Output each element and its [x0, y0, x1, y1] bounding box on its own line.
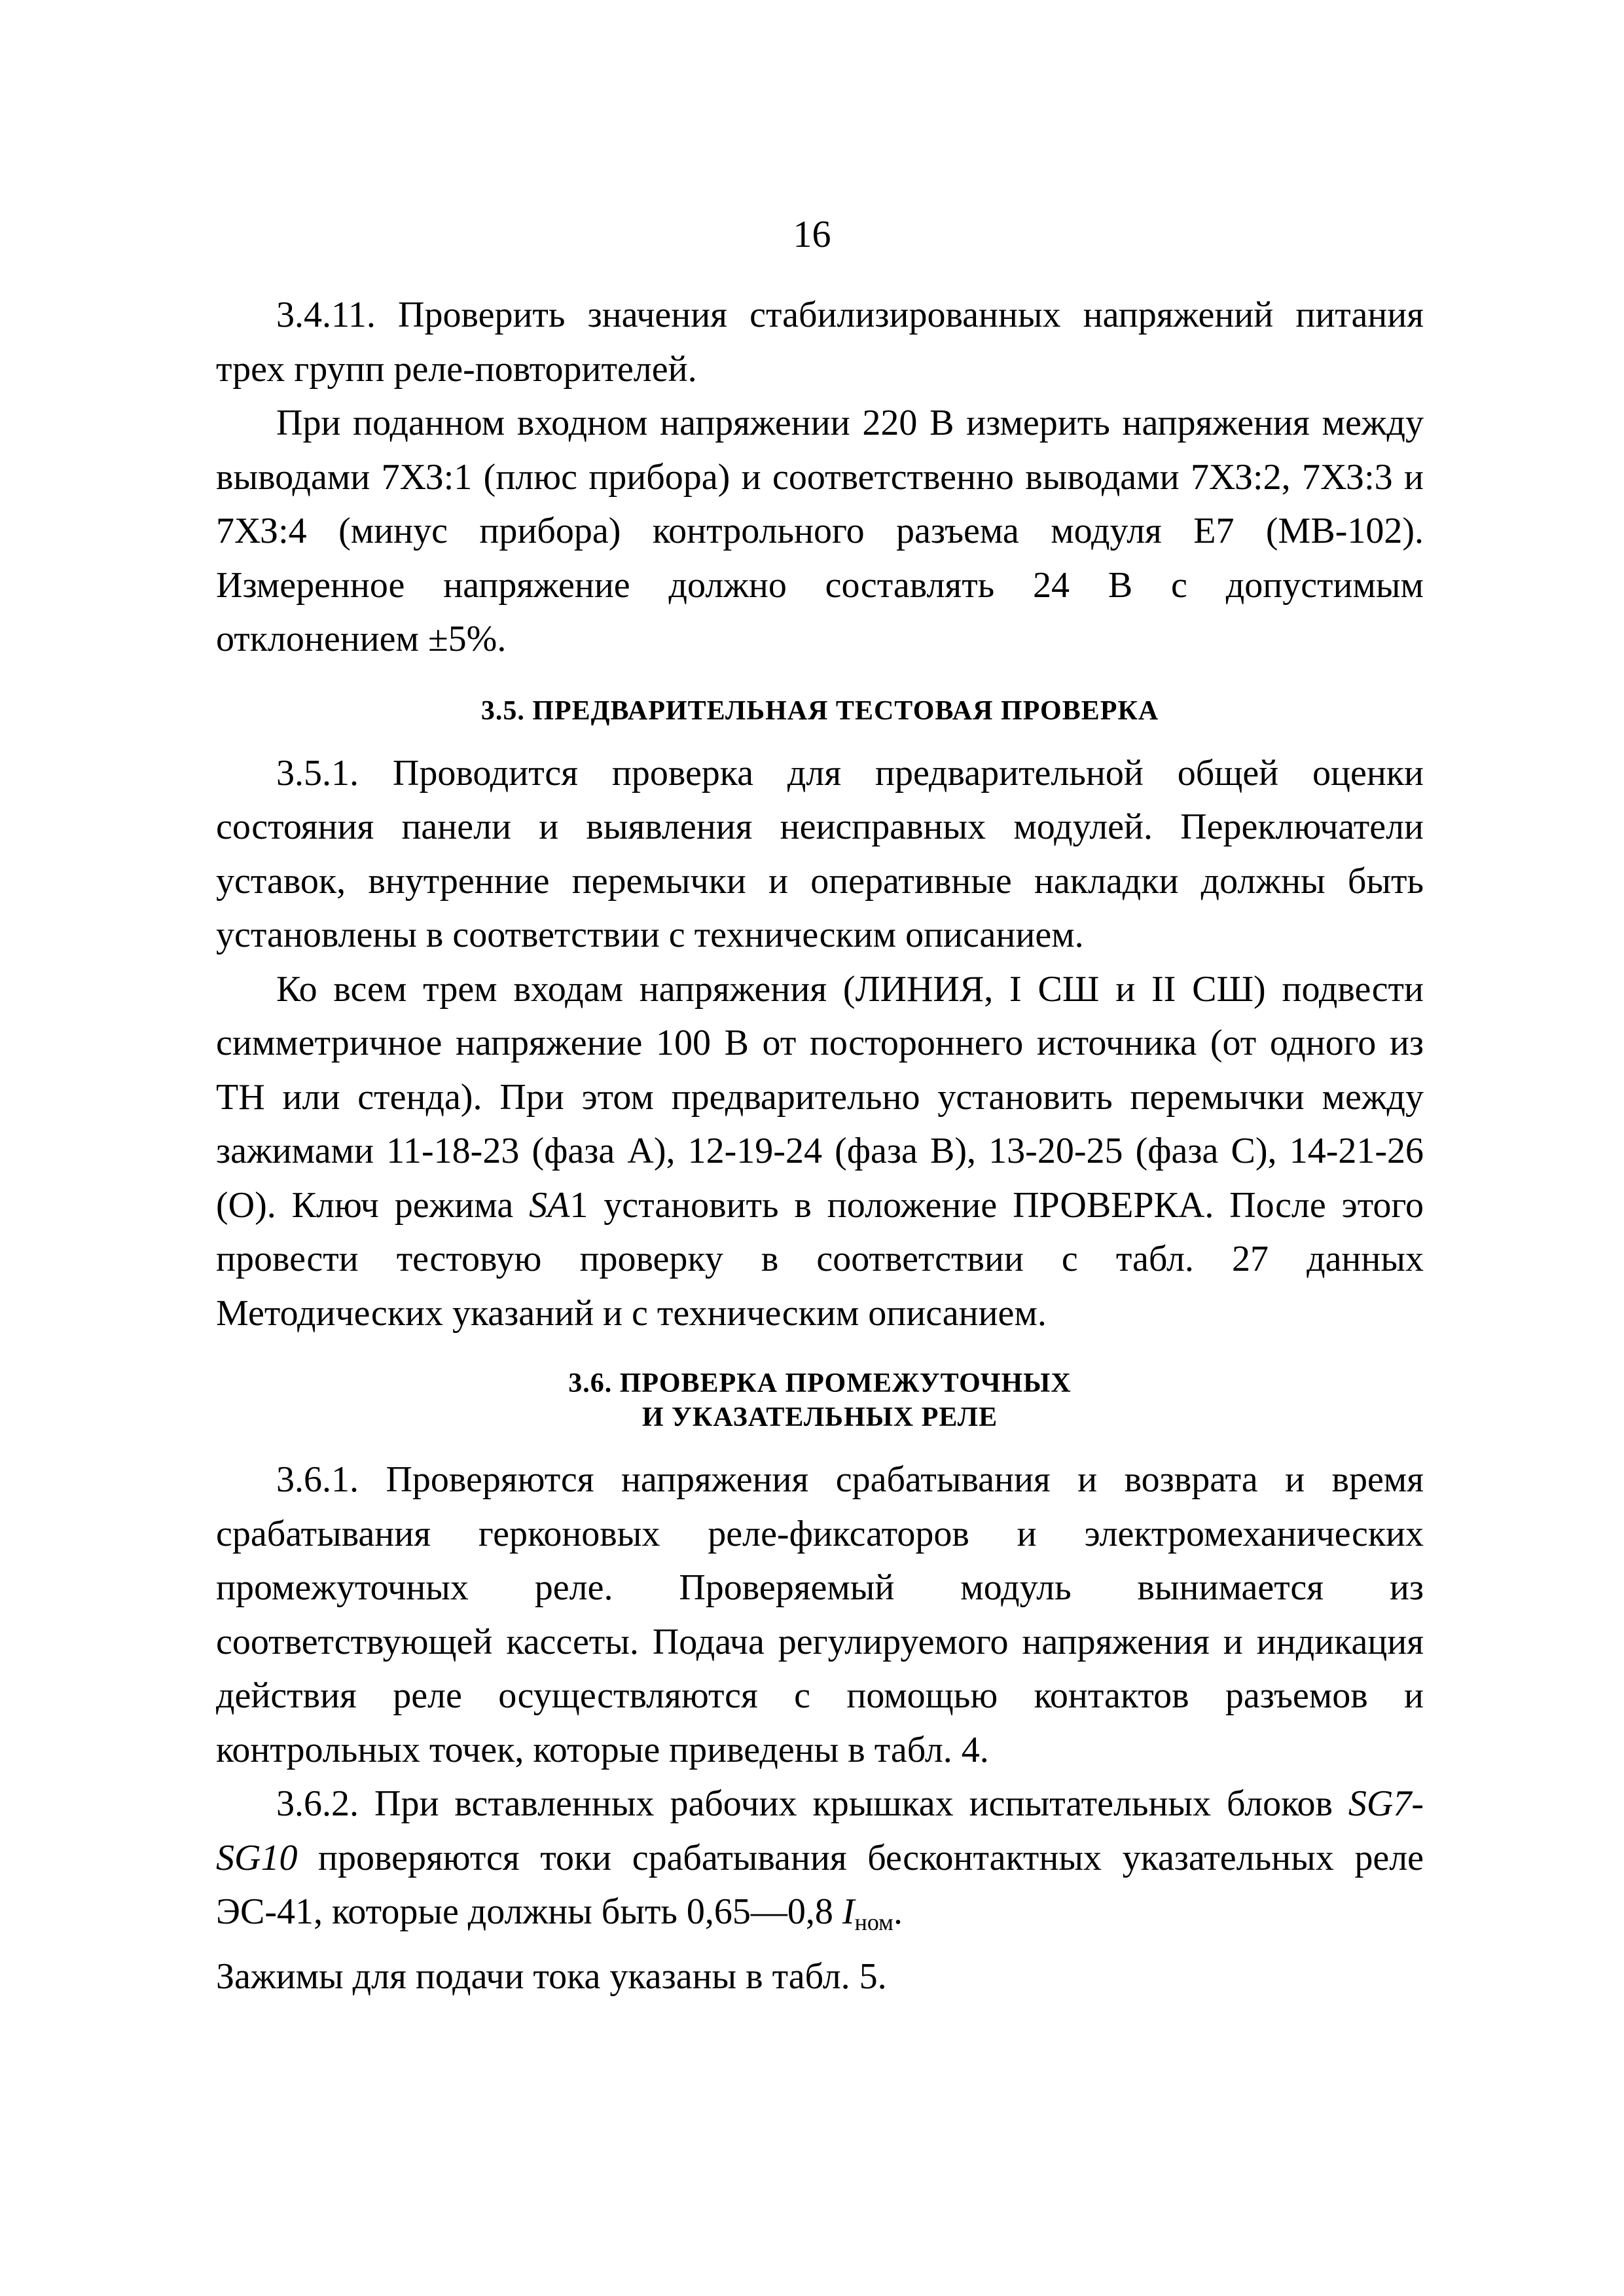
current-subscript: ном	[854, 1909, 893, 1935]
text-run: проверяются токи срабатывания бесконтактных указательных реле ЭС-41, которые должны быть 0,65—0,8	[216, 1837, 1424, 1932]
heading-3-6-line2: И УКАЗАТЕЛЬНЫХ РЕЛЕ	[641, 1402, 998, 1432]
spacer	[216, 728, 1424, 746]
text-run: установить в положение ПРОВЕРКА. После этого провести тестовую проверку в соответствии с табл. 27 данных Методических указаний и с техническим описанием.	[216, 1184, 1424, 1334]
current-symbol: I	[842, 1891, 855, 1932]
page-body	[216, 288, 1424, 2003]
paragraph-3-4-11: 3.4.11. Проверить значения стабилизированных напряжений питания трех групп реле-повторителей.	[216, 295, 1424, 390]
paragraph-3-5-1: 3.5.1. Проводится проверка для предварительной общей оценки состояния панели и выявления неисправных модулей. Переключатели уставок, внутренние перемычки и оперативные накладки должны быть установлены в соответствии с техническим описанием.	[216, 752, 1424, 955]
spacer	[216, 1434, 1424, 1453]
page-number: 16	[793, 213, 831, 255]
spacer	[216, 1340, 1424, 1366]
heading-3-5: 3.5. ПРЕДВАРИТЕЛЬНАЯ ТЕСТОВАЯ ПРОВЕРКА	[480, 695, 1159, 726]
text-run: .	[893, 1891, 903, 1932]
paragraph-test-procedure	[216, 962, 1424, 1341]
spacer	[216, 666, 1424, 694]
key-number: 1	[569, 1184, 588, 1226]
block-from: SG7	[1348, 1783, 1412, 1824]
paragraph-3-6-1: 3.6.1. Проверяются напряжения срабатывания и возврата и время срабатывания герконовых реле-фиксаторов и электромеханических промежуточных реле. Проверяемый модуль вынимается из соответствующей кассеты. Подача регулируемого напряжения и индикация действия реле осуществляются с помощью контактов разъемов и контрольных точек, которые приведены в табл. 4.	[216, 1459, 1424, 1770]
heading-3-6-line1: 3.6. ПРОВЕРКА ПРОМЕЖУТОЧНЫХ	[568, 1368, 1072, 1398]
paragraph-terminals-note: Зажимы для подачи тока указаны в табл. 5.	[216, 1956, 887, 1997]
paragraph-voltage-measurement: При поданном входном напряжении 220 В измерить напряжения между выводами 7ХЗ:1 (плюс прибора) и соответственно выводами 7ХЗ:2, 7ХЗ:3 и 7ХЗ:4 (минус прибора) контрольного разъема модуля Е7 (МВ-102). Измеренное напряжение должно составлять 24 В с допустимым отклонением ±5%.	[216, 403, 1424, 659]
text-run: 3.6.2. При вставленных рабочих крышках испытательных блоков	[276, 1783, 1348, 1824]
key-designation: SA	[529, 1184, 570, 1226]
dash: -	[1411, 1783, 1424, 1824]
paragraph-3-6-2	[216, 1777, 1424, 1950]
block-to: SG10	[216, 1837, 298, 1878]
text-run: Ко всем трем входам напряжения (ЛИНИЯ, I СШ и II СШ) подвести симметричное напряжение 100 В от постороннего источника (от одного из ТН или стенда). При этом предварительно установить перемычки между зажимами 11-18-23 (фаза А), 12-19-24 (фаза В), 13-20-25 (фаза С), 14-21-26 (О). Ключ режима	[216, 968, 1424, 1226]
